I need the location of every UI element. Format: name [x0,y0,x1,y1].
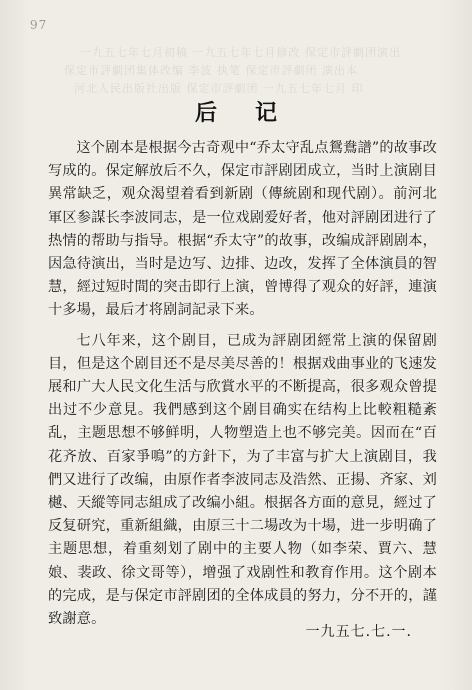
page-number: 97 [30,18,48,32]
signature-date: 一九五七.七.一. [305,624,412,640]
bleed-through-line: 一九五七年七月初稿 一九五七年七月修改 保定市評劇团演出 [80,46,401,59]
paragraph: 这个剧本是根据今古奇观中“乔太守乱点鴛鴦譜”的故事改写成的。保定解放后不久，保定市評剧团成立，当时上演剧目異常缺乏，观众渴望着看到新剧（傳統剧和现代剧）。前河北軍区参謀长李波同志，是一位戏剧爱好者，他对評剧团进行了热情的帮助与指导。根据“乔太守”的故事，改编成評剧剧本，因急待演出，当时是边写、边排、边改，发挥了全体演員的智慧，經过短时間的突击即行上演，曾博得了观众的好評，連演十多場，最后才将剧詞記录下来。 [48,140,437,319]
page-title: 后记 [194,100,315,126]
bleed-through-line: 保定市評劇团集体改编 李波 执笔 保定市評劇团 演出本 [64,64,358,77]
afterword-body [48,137,437,631]
bleed-through-line: 河北人民出版社出版 保定市評劇团 一九五七年七月 印 [74,82,364,95]
paragraph: 七八年来，这个剧目，已成为評剧团經常上演的保留剧目，但是这个剧目还不是尽美尽善的！根据戏曲事业的飞速发展和广大人民文化生活与欣賞水平的不断提高，很多观众曾提出过不少意見。我們感到这个剧目确实在结构上比較粗糙紊乱，主题思想不够鲜明，人物塑造上也不够完美。因而在“百花齐放、百家爭鳴”的方針下，为了丰富与扩大上演剧目，我們又进行了改编，由原作者李波同志及浩然、正揚、齐家、刘樾、天縱等同志組成了改编小組。根据各方面的意見，經过了反复研究，重新組織，由原三十二場改为十場，进一步明确了主题思想，着重刻划了剧中的主要人物（如李荣、賈六、慧娘、裴政、徐文哥等），增强了戏剧性和教育作用。这个剧本的完成，是与保定市評剧团的全体成員的努力，分不开的，謹致謝意。 [48,332,437,628]
